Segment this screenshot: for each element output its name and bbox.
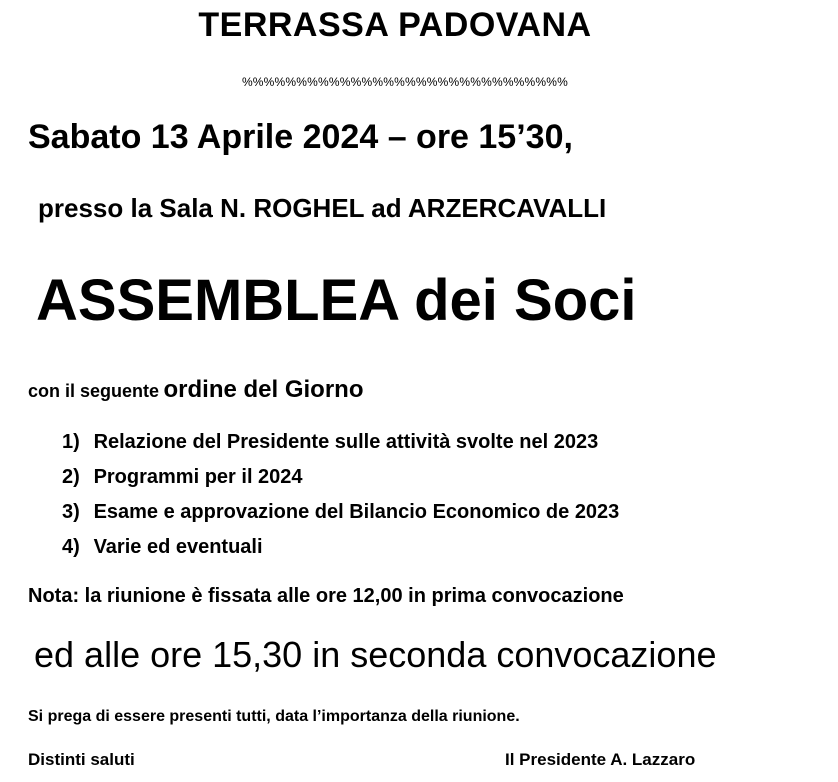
agenda-list xyxy=(62,428,619,568)
agenda-item-text: Varie ed eventuali xyxy=(93,536,263,558)
agenda-item xyxy=(62,533,619,568)
agenda-item xyxy=(62,428,619,463)
agenda-item-number: 3) xyxy=(62,501,80,523)
agenda-intro xyxy=(28,376,364,404)
meeting-heading: ASSEMBLEA dei Soci xyxy=(36,268,637,333)
agenda-item-text: Programmi per il 2024 xyxy=(93,466,303,488)
separator-line: %%%%%%%%%%%%%%%%%%%%%%%%%%%%%% xyxy=(241,75,569,89)
agenda-item-text: Esame e approvazione del Bilancio Economico de 2023 xyxy=(93,501,620,523)
agenda-item-number: 1) xyxy=(62,431,80,453)
attendance-request: Si prega di essere presenti tutti, data l’importanza della riunione. xyxy=(28,708,520,725)
agenda-item-number: 4) xyxy=(62,536,80,558)
closing-greeting: Distinti saluti xyxy=(28,750,135,769)
meeting-venue: presso la Sala N. ROGHEL ad ARZERCAVALLI xyxy=(38,193,607,223)
agenda-item xyxy=(62,498,619,533)
agenda-item-text: Relazione del Presidente sulle attività svolte nel 2023 xyxy=(93,431,599,453)
meeting-date: Sabato 13 Aprile 2024 – ore 15’30, xyxy=(28,118,573,156)
president-signature: Il Presidente A. Lazzaro xyxy=(505,750,696,769)
document-title: TERRASSA PADOVANA xyxy=(198,6,592,44)
agenda-item-number: 2) xyxy=(62,466,80,488)
first-call-note: Nota: la riunione è fissata alle ore 12,00 in prima convocazione xyxy=(28,585,624,607)
second-call-line: ed alle ore 15,30 in seconda convocazione xyxy=(34,634,717,675)
agenda-item xyxy=(62,463,619,498)
agenda-intro-big: ordine del Giorno xyxy=(163,376,364,403)
agenda-intro-small: con il seguente xyxy=(28,381,160,401)
